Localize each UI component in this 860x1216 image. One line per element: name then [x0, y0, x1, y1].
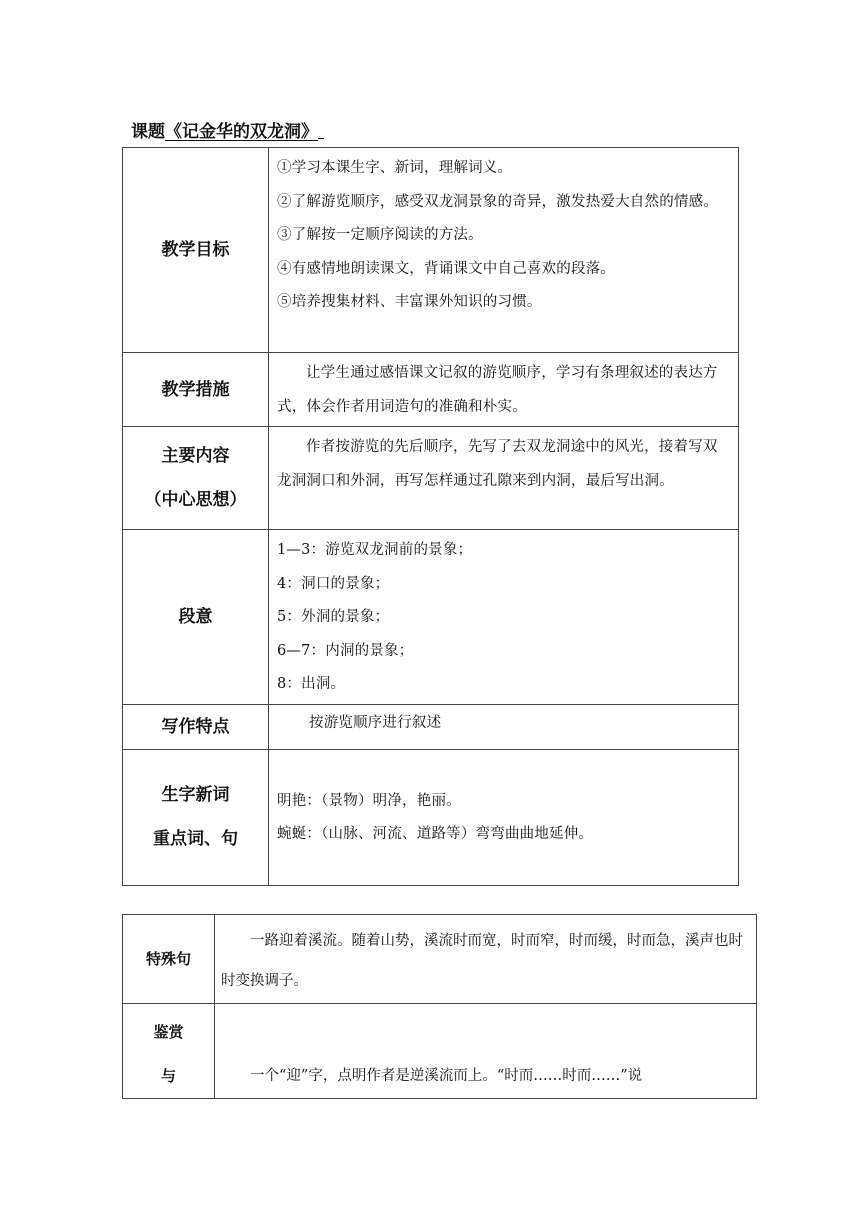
objective-item: ②了解游览顺序，感受双龙洞景象的奇异，激发热爱大自然的情感。: [277, 193, 718, 210]
paragraphs-label: 段意: [123, 530, 269, 705]
objective-item: ①学习本课生字、新词，理解词义。: [277, 160, 513, 176]
appreciation-content: [215, 1004, 757, 1099]
vocab-content: [269, 749, 739, 885]
writing-content: [269, 704, 739, 749]
vocab-label-line1: 生字新词: [161, 785, 230, 805]
paragraphs-content: [269, 530, 739, 705]
measures-content: [269, 353, 739, 427]
row-main-content: [123, 427, 739, 530]
page-title: [131, 121, 324, 143]
lesson-name: 《记金华的双龙洞》: [165, 122, 318, 142]
vocab-label: [123, 749, 269, 885]
main-content-content: [269, 427, 739, 530]
paragraph-item: 6—7：内洞的景象；: [277, 642, 414, 659]
writing-label: 写作特点: [123, 704, 269, 749]
row-vocab: [123, 749, 739, 885]
main-content-label: [123, 427, 269, 530]
row-writing: [123, 704, 739, 749]
objective-item: ④有感情地朗读课文，背诵课文中自己喜欢的段落。: [277, 260, 616, 277]
measures-label: 教学措施: [123, 353, 269, 427]
vocab-item: 明艳：（景物）明净，艳丽。: [277, 792, 461, 809]
special-text: 一路迎着溪流。随着山势，溪流时而宽，时而窄，时而缓，时而急，溪声也时时变换调子。: [221, 933, 743, 989]
row-measures: [123, 353, 739, 427]
row-appreciation: [123, 1004, 757, 1099]
appreciation-label: [123, 1004, 215, 1099]
measures-text: 让学生通过感悟课文记叙的游览顺序，学习有条理叙述的表达方式，体会作者用词造句的准确和朴实。: [277, 365, 718, 415]
special-content: [215, 915, 757, 1004]
paragraph-item: 5：外洞的景象；: [277, 609, 390, 625]
row-special: [123, 915, 757, 1004]
special-label: 特殊句: [123, 915, 215, 1004]
objective-item: ③了解按一定顺序阅读的方法。: [277, 227, 483, 243]
paragraph-item: 1—3：游览双龙洞前的景象；: [277, 542, 473, 558]
appreciation-label-line2: 与: [160, 1067, 176, 1085]
lesson-plan-table: [122, 147, 739, 886]
vocab-item: 蜿蜒：（山脉、河流、道路等）弯弯曲曲地延伸。: [277, 826, 594, 842]
writing-text: 按游览顺序进行叙述: [309, 714, 442, 731]
objective-item: ⑤培养搜集材料、丰富课外知识的习惯。: [277, 294, 542, 310]
main-content-text: 作者按游览的先后顺序，先写了去双龙洞途中的风光，接着写双龙洞洞口和外洞，再写怎样通过孔隙来到内洞，最后写出洞。: [277, 439, 718, 489]
main-content-label-line1: 主要内容: [161, 446, 230, 466]
objectives-content: [269, 148, 739, 353]
appreciation-label-line1: 鉴赏: [153, 1023, 184, 1041]
main-content-label-line2: （中心思想）: [144, 490, 247, 510]
appreciation-table: [122, 914, 757, 1099]
vocab-label-line2: 重点词、句: [153, 829, 238, 849]
appreciation-text: 一个“迎”字，点明作者是逆溪流而上。“时而……时而……”说: [250, 1068, 643, 1084]
paragraph-item: 8：出洞。: [277, 676, 346, 692]
paragraph-item: 4：洞口的景象；: [277, 575, 390, 592]
objectives-label: 教学目标: [123, 148, 269, 353]
title-prefix: 课题: [131, 122, 165, 142]
row-objectives: [123, 148, 739, 353]
title-underline: [318, 121, 324, 139]
row-paragraphs: [123, 530, 739, 705]
